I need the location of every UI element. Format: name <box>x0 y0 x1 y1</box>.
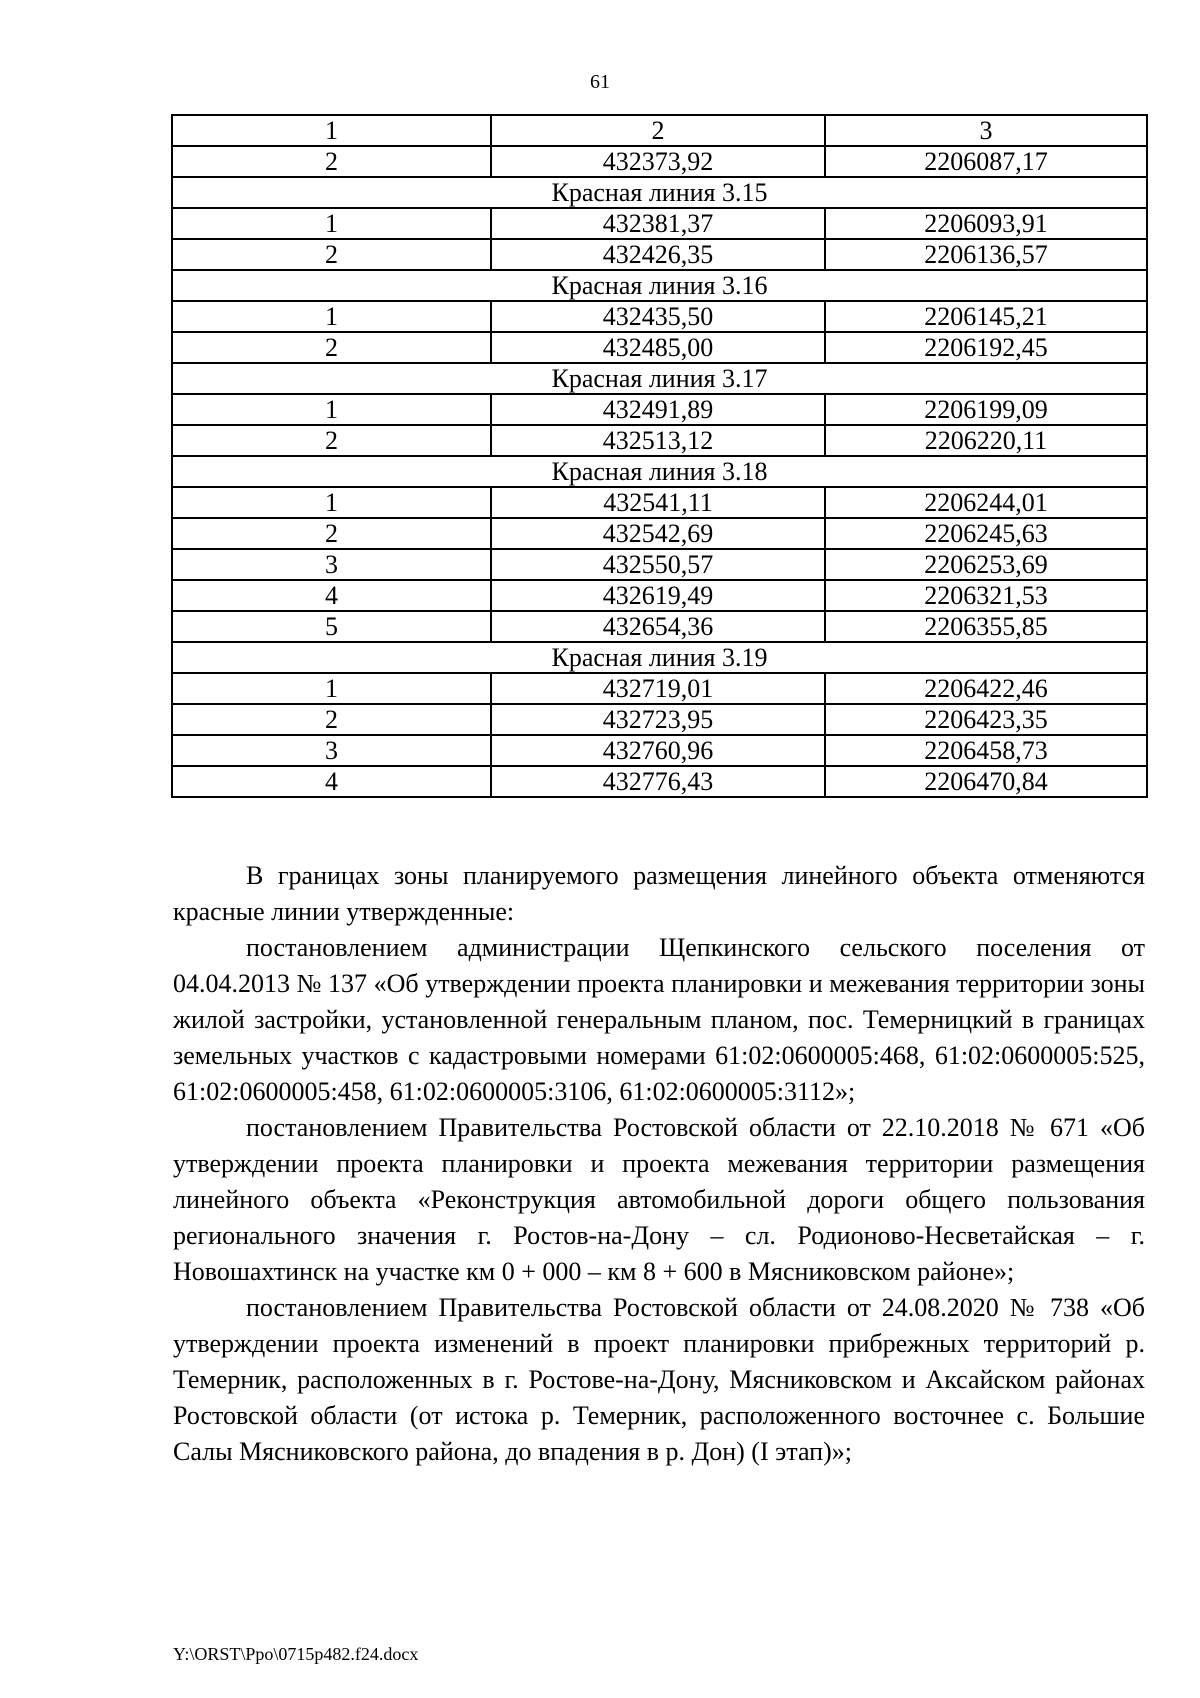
table-section-row <box>172 456 1147 487</box>
table-section-row <box>172 363 1147 394</box>
section-label: Красная линия 3.18 <box>172 456 1147 487</box>
paragraph-resolution-2020: постановлением Правительства Ростовской области от 24.08.2020 № 738 «Об утверждении проекта изменений в проект планировки прибрежных территорий р. Темерник, расположенных в г. Ростове-на-Дону, Мясниковском и Аксайском районах Ростовской области (от истока р. Темерник, расположенного восточнее с. Большие Салы Мясниковского района, до впадения в р. Дон) (I этап)»; <box>173 1293 1145 1466</box>
section-label: Красная линия 3.19 <box>172 642 1147 673</box>
table-row <box>172 301 1147 332</box>
cell-x-coordinate: 432719,01 <box>491 673 825 704</box>
cell-y-coordinate: 2206253,69 <box>825 549 1147 580</box>
cell-y-coordinate: 2206422,46 <box>825 673 1147 704</box>
cell-point-number: 3 <box>172 735 491 766</box>
table-row <box>172 518 1147 549</box>
table-row <box>172 208 1147 239</box>
cell-point-number: 2 <box>172 332 491 363</box>
table-row <box>172 239 1147 270</box>
cell-point-number: 1 <box>172 487 491 518</box>
cell-x-coordinate: 432723,95 <box>491 704 825 735</box>
cell-y-coordinate: 2206244,01 <box>825 487 1147 518</box>
table-row <box>172 425 1147 456</box>
cell-point-number: 2 <box>172 425 491 456</box>
cell-y-coordinate: 2206136,57 <box>825 239 1147 270</box>
table-row <box>172 611 1147 642</box>
cell-x-coordinate: 432373,92 <box>491 146 825 177</box>
cell-y-coordinate: 2206458,73 <box>825 735 1147 766</box>
cell-point-number: 4 <box>172 580 491 611</box>
page-number: 61 <box>590 71 610 93</box>
cell-point-number: 5 <box>172 611 491 642</box>
file-path-footer: Y:\ORST\Ppo\0715p482.f24.docx <box>173 1644 419 1664</box>
cell-y-coordinate: 2206199,09 <box>825 394 1147 425</box>
paragraph-resolution-2018: постановлением Правительства Ростовской области от 22.10.2018 № 671 «Об утверждении проекта планировки и проекта межевания территории размещения линейного объекта «Реконструкция автомобильной дороги общего пользования регионального значения г. Ростов-на-Дону – сл. Родионово-Несветайская – г. Новошахтинск на участке км 0 + 000 – км 8 + 600 в Мясниковском районе»; <box>173 1113 1145 1286</box>
cell-y-coordinate: 2206355,85 <box>825 611 1147 642</box>
cell-x-coordinate: 432542,69 <box>491 518 825 549</box>
cell-x-coordinate: 432550,57 <box>491 549 825 580</box>
cell-point-number: 1 <box>172 208 491 239</box>
coordinates-table <box>171 114 1148 798</box>
cell-x-coordinate: 432435,50 <box>491 301 825 332</box>
section-label: Красная линия 3.16 <box>172 270 1147 301</box>
cell-y-coordinate: 2206321,53 <box>825 580 1147 611</box>
table-row <box>172 487 1147 518</box>
table-row <box>172 766 1147 797</box>
table-row <box>172 146 1147 177</box>
coordinates-table-body <box>172 115 1147 797</box>
paragraph-intro: В границах зоны планируемого размещения линейного объекта отменяются красные линии утвержденные: <box>173 861 1145 926</box>
cell-point-number: 2 <box>172 239 491 270</box>
cell-y-coordinate: 2206245,63 <box>825 518 1147 549</box>
header-cell-x: 2 <box>491 115 825 146</box>
cell-point-number: 3 <box>172 549 491 580</box>
cell-point-number: 2 <box>172 518 491 549</box>
table-section-row <box>172 270 1147 301</box>
cell-x-coordinate: 432541,11 <box>491 487 825 518</box>
table-row <box>172 673 1147 704</box>
section-label: Красная линия 3.15 <box>172 177 1147 208</box>
paragraph-resolution-2013: постановлением администрации Щепкинского сельского поселения от 04.04.2013 № 137 «Об утверждении проекта планировки и межевания территории зоны жилой застройки, установленной генеральным планом, пос. Темерницкий в границах земельных участков с кадастровыми номерами 61:02:0600005:468, 61:02:0600005:525, 61:02:0600005:458, 61:02:0600005:3106, 61:02:0600005:3112»; <box>173 933 1145 1106</box>
cell-y-coordinate: 2206145,21 <box>825 301 1147 332</box>
cell-y-coordinate: 2206093,91 <box>825 208 1147 239</box>
cell-y-coordinate: 2206192,45 <box>825 332 1147 363</box>
table-row <box>172 735 1147 766</box>
cell-y-coordinate: 2206423,35 <box>825 704 1147 735</box>
header-cell-point: 1 <box>172 115 491 146</box>
table-section-row <box>172 177 1147 208</box>
section-label: Красная линия 3.17 <box>172 363 1147 394</box>
cell-x-coordinate: 432760,96 <box>491 735 825 766</box>
cell-point-number: 1 <box>172 394 491 425</box>
cell-x-coordinate: 432513,12 <box>491 425 825 456</box>
cell-x-coordinate: 432491,89 <box>491 394 825 425</box>
cell-x-coordinate: 432381,37 <box>491 208 825 239</box>
table-row <box>172 704 1147 735</box>
header-cell-y: 3 <box>825 115 1147 146</box>
cell-point-number: 2 <box>172 704 491 735</box>
table-section-row <box>172 642 1147 673</box>
cell-x-coordinate: 432426,35 <box>491 239 825 270</box>
cell-x-coordinate: 432485,00 <box>491 332 825 363</box>
cell-y-coordinate: 2206087,17 <box>825 146 1147 177</box>
cell-x-coordinate: 432776,43 <box>491 766 825 797</box>
table-row <box>172 580 1147 611</box>
cell-point-number: 1 <box>172 301 491 332</box>
cell-point-number: 2 <box>172 146 491 177</box>
cell-point-number: 4 <box>172 766 491 797</box>
cell-point-number: 1 <box>172 673 491 704</box>
cell-x-coordinate: 432654,36 <box>491 611 825 642</box>
table-row <box>172 394 1147 425</box>
cell-x-coordinate: 432619,49 <box>491 580 825 611</box>
cell-y-coordinate: 2206470,84 <box>825 766 1147 797</box>
table-header-row <box>172 115 1147 146</box>
cell-y-coordinate: 2206220,11 <box>825 425 1147 456</box>
table-row <box>172 332 1147 363</box>
document-body <box>173 858 1145 1470</box>
table-row <box>172 549 1147 580</box>
